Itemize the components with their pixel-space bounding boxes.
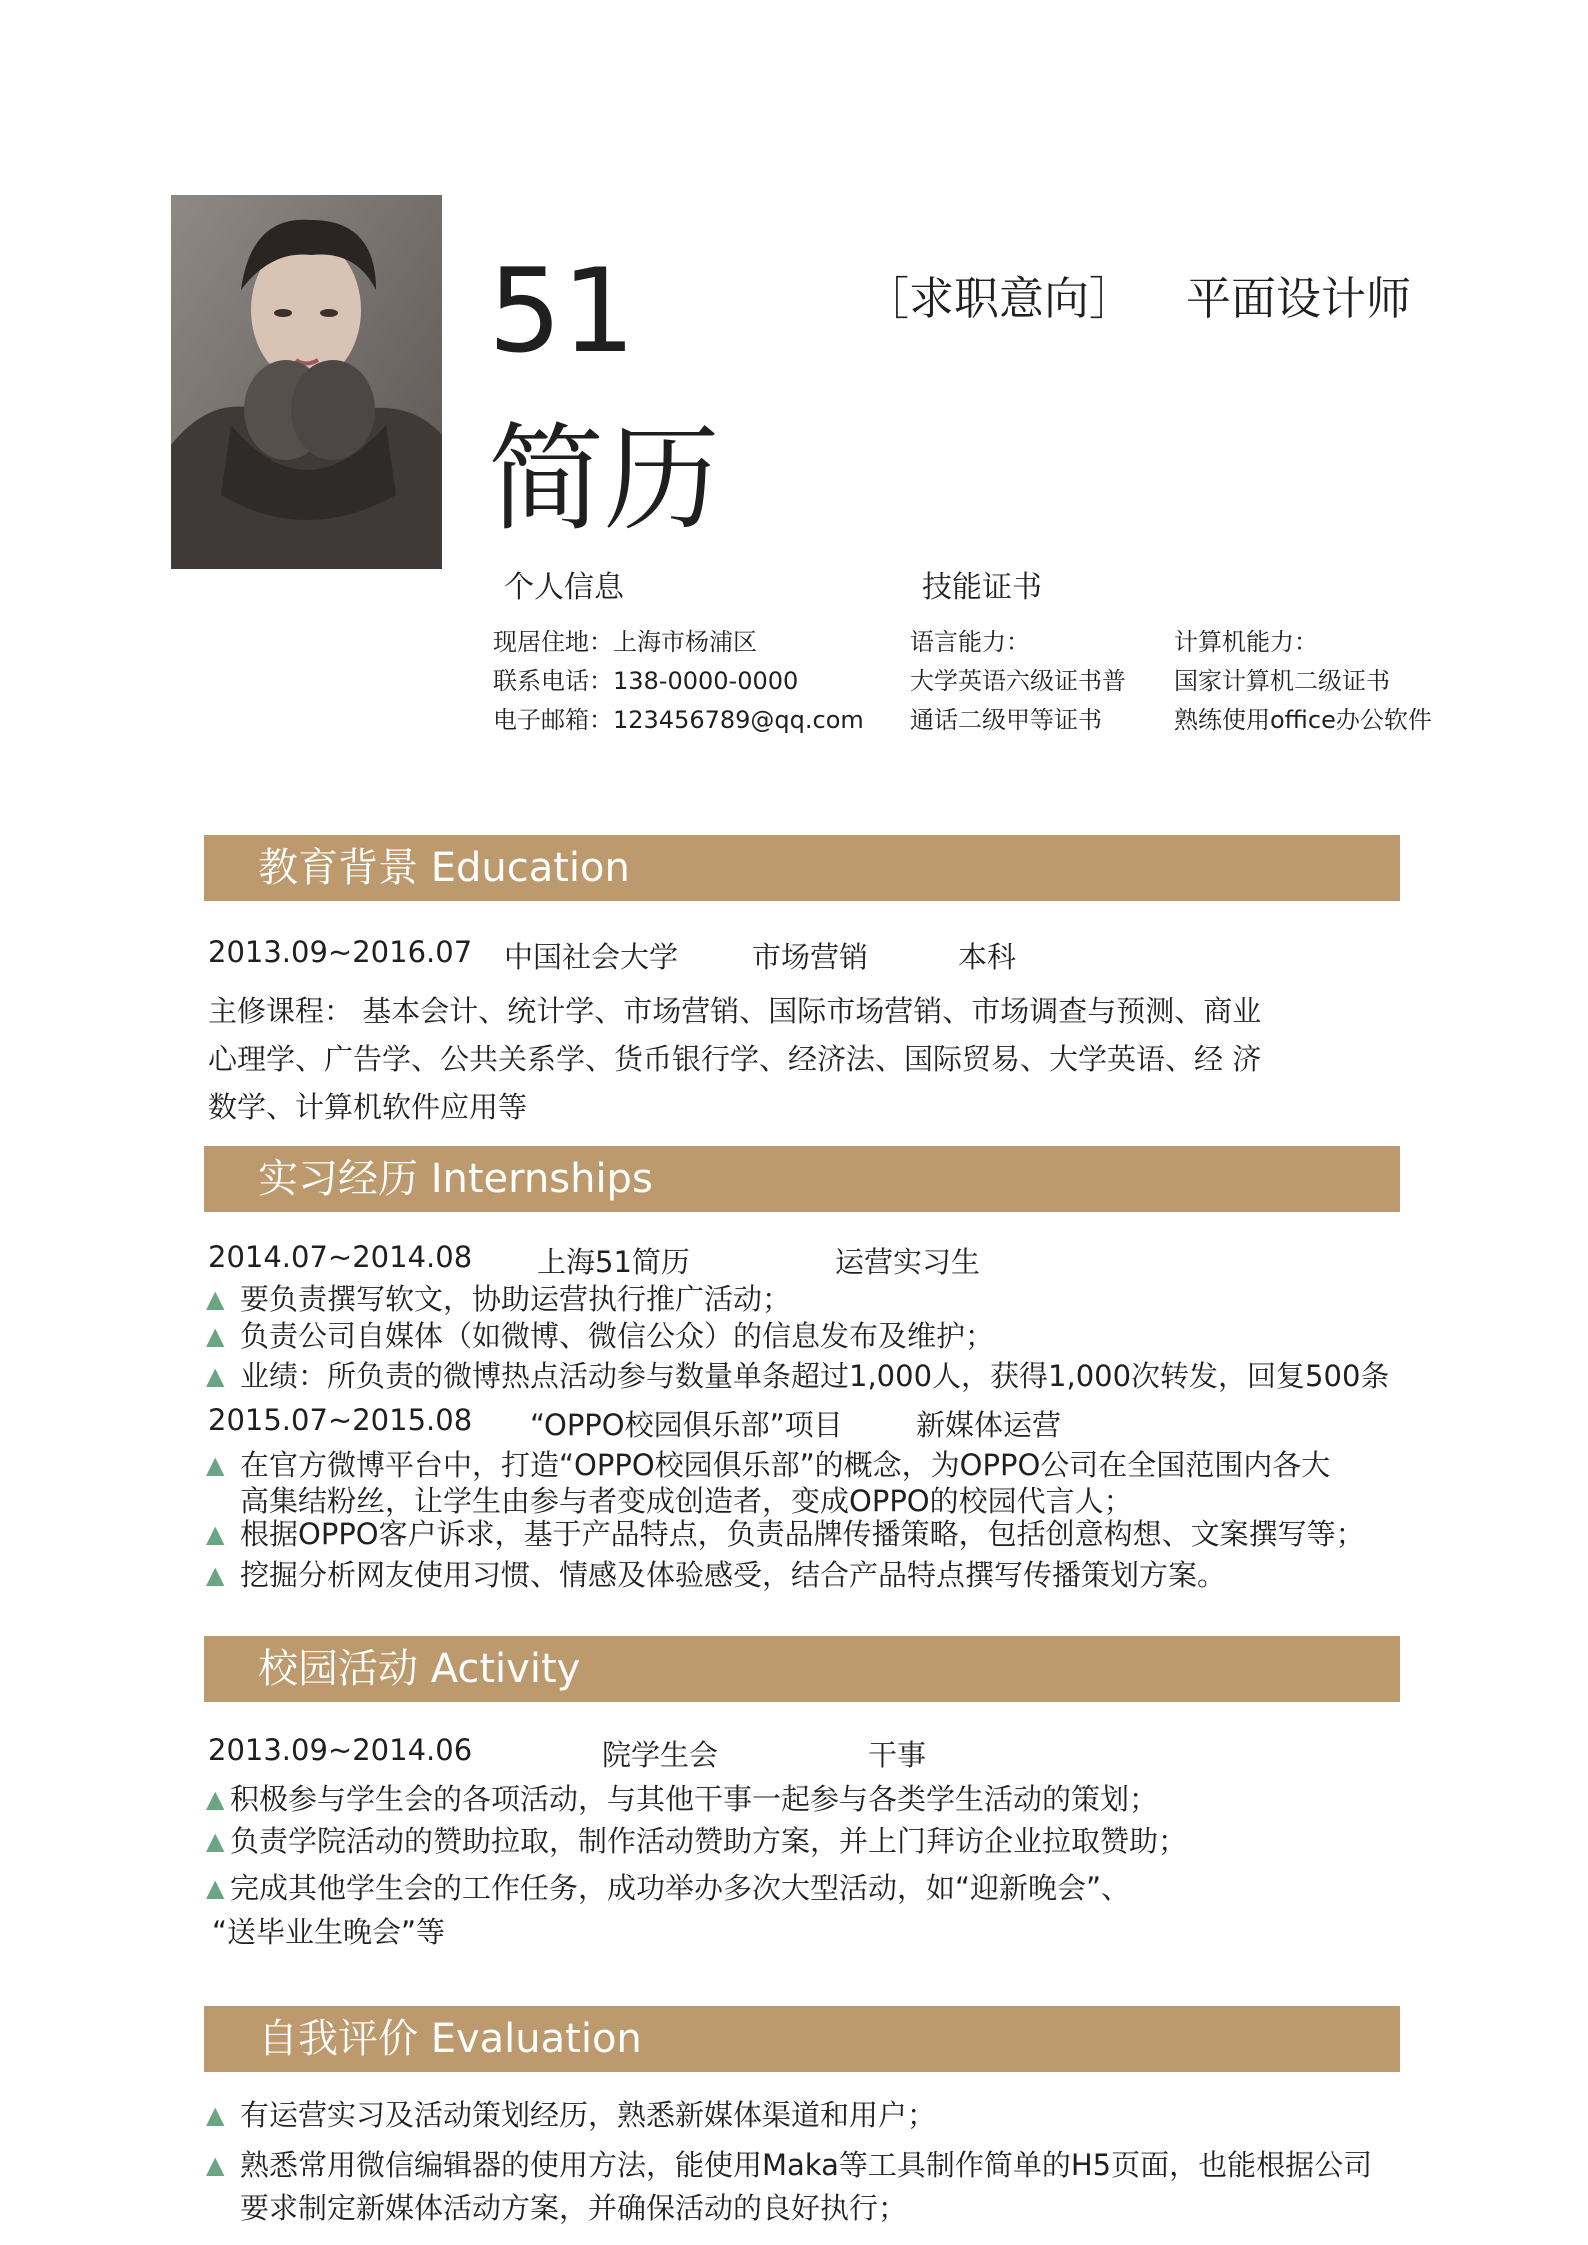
internship-period: 2014.07~2014.08 — [208, 1240, 473, 1274]
personal-info-heading: 个人信息 — [504, 570, 624, 605]
personal-info-list — [493, 623, 864, 740]
list-item-continuation: “送毕业生晚会”等 — [212, 1915, 446, 1949]
evaluation-section-header — [204, 2006, 1400, 2072]
phone-line: 联系电话：138-0000-0000 — [493, 667, 799, 695]
triangle-bullet-icon: ▲ — [206, 1285, 225, 1313]
triangle-bullet-icon: ▲ — [206, 1561, 225, 1589]
list-item-continuation: 高集结粉丝，让学生由参与者变成创造者，变成OPPO的校园代言人； — [240, 1484, 1133, 1518]
list-item-continuation: 要求制定新媒体活动方案，并确保活动的良好执行； — [240, 2191, 908, 2225]
triangle-bullet-icon: ▲ — [206, 1362, 225, 1390]
language-skills — [910, 623, 1126, 740]
portrait-image — [171, 195, 442, 569]
list-item: ▲ 积极参与学生会的各项活动，与其他干事一起参与各类学生活动的策划； — [206, 1782, 1159, 1816]
list-item: ▲ 负责学院活动的赞助拉取，制作活动赞助方案，并上门拜访企业拉取赞助； — [206, 1824, 1188, 1858]
internship-role: 新媒体运营 — [916, 1408, 1062, 1442]
computer-line: 熟练使用office办公软件 — [1174, 706, 1432, 734]
education-school: 中国社会大学 — [504, 940, 679, 974]
section-title: 自我评价 Evaluation — [258, 2016, 642, 2062]
language-label: 语言能力： — [910, 628, 1030, 656]
triangle-bullet-icon: ▲ — [206, 1451, 225, 1479]
list-item: ▲ 负责公司自媒体（如微博、微信公众）的信息发布及维护； — [206, 1319, 995, 1353]
list-item: ▲ 挖掘分析网友使用习惯、情感及体验感受，结合产品特点撰写传播策划方案。 — [206, 1558, 1227, 1592]
list-item: ▲ 熟悉常用微信编辑器的使用方法，能使用Maka等工具制作简单的H5页面，也能根据公司 — [206, 2148, 1373, 2182]
list-item: ▲ 要负责撰写软文，协助运营执行推广活动； — [206, 1282, 792, 1316]
course-line: 主修课程： 基本会计、统计学、市场营销、国际市场营销、市场调查与预测、商业 — [208, 994, 1262, 1028]
list-item: ▲ 根据OPPO客户诉求，基于产品特点，负责品牌传播策略，包括创意构想、文案撰写等； — [206, 1517, 1365, 1551]
list-item: ▲ 在官方微博平台中，打造“OPPO校园俱乐部”的概念，为OPPO公司在全国范围内各大 — [206, 1448, 1331, 1482]
triangle-bullet-icon: ▲ — [206, 1322, 225, 1350]
resume-title: 51简历 — [488, 244, 720, 547]
triangle-bullet-icon: ▲ — [206, 1520, 225, 1548]
activity-section-header — [204, 1636, 1400, 1702]
computer-line: 国家计算机二级证书 — [1174, 667, 1390, 695]
computer-label: 计算机能力： — [1174, 628, 1318, 656]
section-title: 校园活动 Activity — [258, 1646, 581, 1692]
education-major: 市场营销 — [752, 940, 869, 974]
job-intent-value: 平面设计师 — [1186, 272, 1412, 325]
internship-period: 2015.07~2015.08 — [208, 1403, 473, 1437]
job-intent-label: ［求职意向］ — [864, 272, 1135, 325]
language-line: 通话二级甲等证书 — [910, 706, 1102, 734]
internship-company: “OPPO校园俱乐部”项目 — [530, 1408, 843, 1442]
course-line: 心理学、广告学、公共关系学、货币银行学、经济法、国际贸易、大学英语、经 济 — [208, 1042, 1262, 1076]
triangle-bullet-icon: ▲ — [206, 2151, 225, 2179]
list-item: ▲ 业绩：所负责的微博热点活动参与数量单条超过1,000人，获得1,000次转发，回复500条 — [206, 1359, 1390, 1393]
triangle-bullet-icon: ▲ — [206, 1874, 225, 1902]
education-degree: 本科 — [958, 940, 1017, 974]
list-item: ▲ 有运营实习及活动策划经历，熟悉新媒体渠道和用户； — [206, 2098, 937, 2132]
education-courses — [208, 987, 1398, 1131]
triangle-bullet-icon: ▲ — [206, 1785, 225, 1813]
section-title: 教育背景 Education — [258, 845, 630, 891]
activity-period: 2013.09~2014.06 — [208, 1733, 473, 1767]
education-period: 2013.09~2016.07 — [208, 935, 473, 969]
residence-line: 现居住地：上海市杨浦区 — [493, 628, 757, 656]
skills-heading: 技能证书 — [922, 570, 1042, 605]
job-intent — [864, 262, 1411, 327]
internships-section-header — [204, 1146, 1400, 1212]
internship-company: 上海51简历 — [537, 1245, 690, 1279]
triangle-bullet-icon: ▲ — [206, 2101, 225, 2129]
email-line: 电子邮箱：123456789@qq.com — [493, 706, 864, 734]
activity-org: 院学生会 — [602, 1738, 719, 1772]
language-line: 大学英语六级证书普 — [910, 667, 1126, 695]
section-title: 实习经历 Internships — [258, 1156, 653, 1202]
course-line: 数学、计算机软件应用等 — [208, 1090, 528, 1124]
triangle-bullet-icon: ▲ — [206, 1827, 225, 1855]
computer-skills — [1174, 623, 1432, 740]
internship-role: 运营实习生 — [835, 1245, 981, 1279]
list-item: ▲ 完成其他学生会的工作任务，成功举办多次大型活动，如“迎新晚会”、 — [206, 1871, 1131, 1905]
education-section-header — [204, 835, 1400, 901]
activity-role: 干事 — [868, 1738, 927, 1772]
profile-photo — [171, 195, 442, 569]
